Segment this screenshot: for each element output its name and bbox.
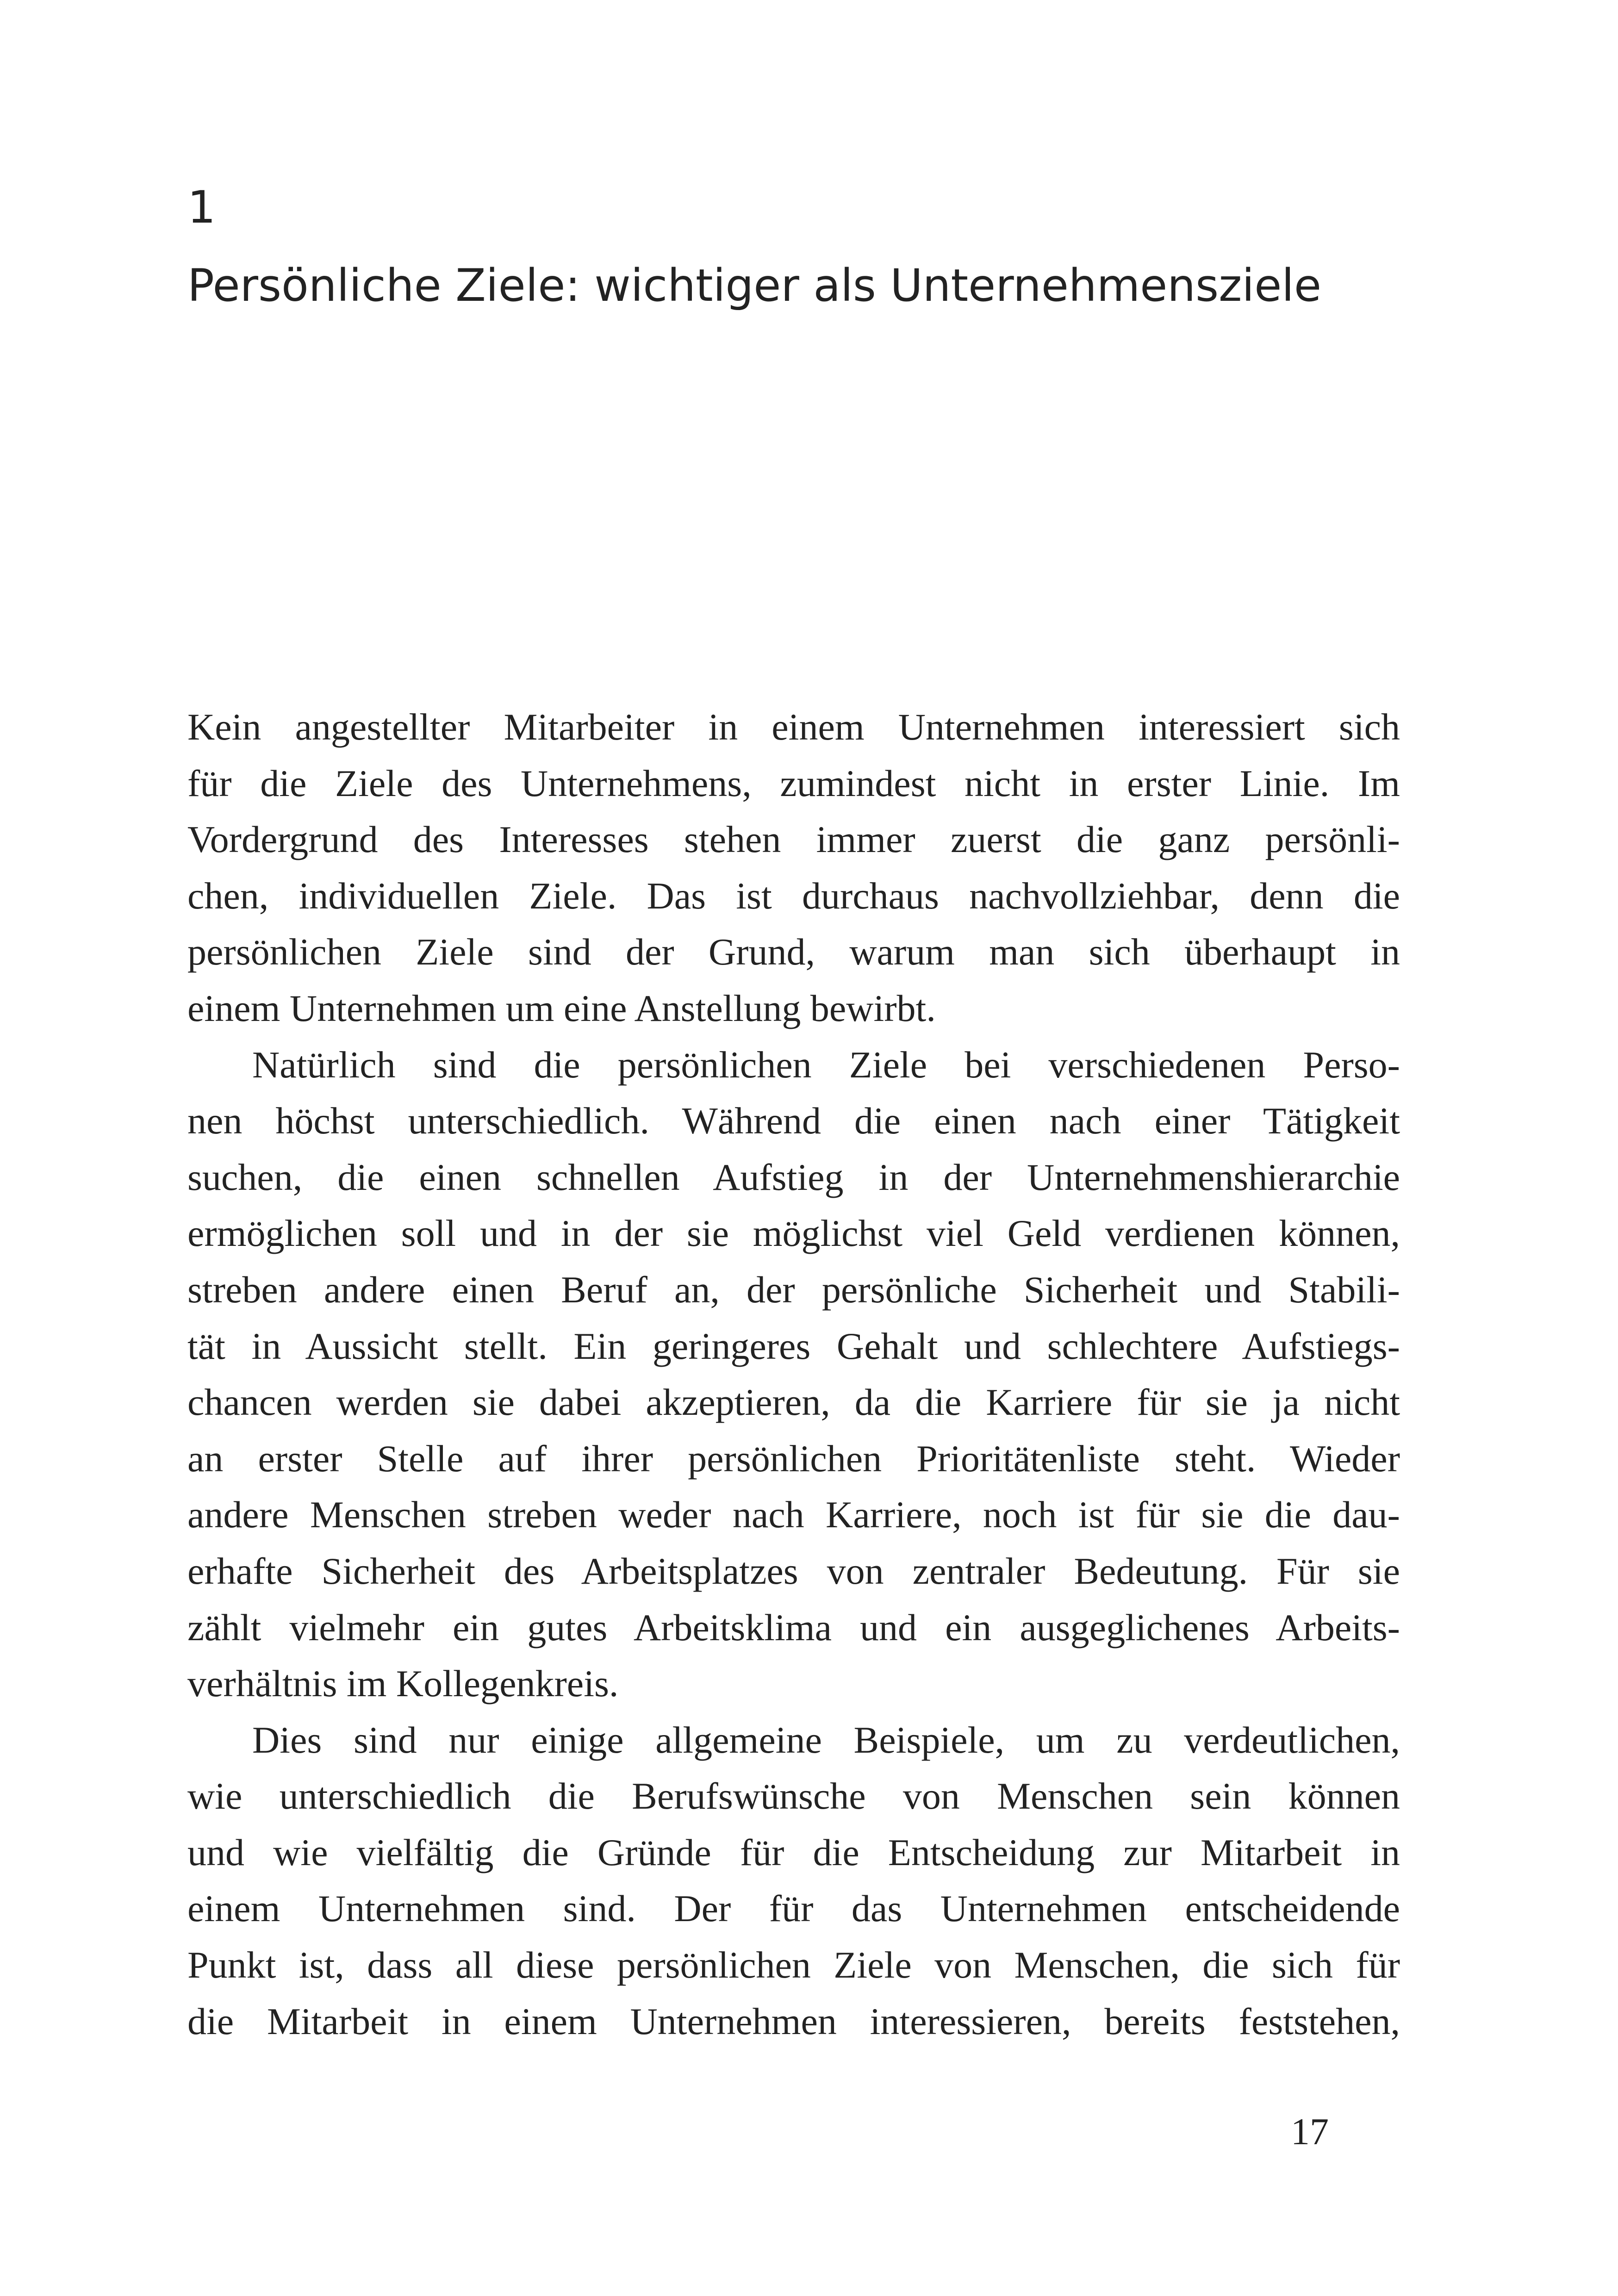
- text-line: streben andere einen Beruf an, der persönliche Sicherheit und Stabili-: [187, 1268, 1400, 1311]
- text-line: zählt vielmehr ein gutes Arbeitsklima und ein ausgeglichenes Arbeits-: [187, 1606, 1400, 1649]
- text-line: Punkt ist, dass all diese persönlichen Ziele von Menschen, die sich für: [187, 1944, 1400, 1986]
- text-line: Dies sind nur einige allgemeine Beispiele, um zu verdeutlichen,: [252, 1718, 1400, 1761]
- text-line: persönlichen Ziele sind der Grund, warum man sich überhaupt in: [187, 931, 1400, 973]
- text-line: chen, individuellen Ziele. Das ist durchaus nachvollziehbar, denn die: [187, 874, 1400, 917]
- text-line: chancen werden sie dabei akzeptieren, da die Karriere für sie ja nicht: [187, 1381, 1400, 1424]
- text-line: verhältnis im Kollegenkreis.: [187, 1662, 619, 1705]
- text-line: Vordergrund des Interesses stehen immer zuerst die ganz persönli-: [187, 818, 1400, 861]
- page-number: 17: [1291, 2110, 1329, 2153]
- text-line: einem Unternehmen sind. Der für das Unternehmen entscheidende: [187, 1887, 1400, 1930]
- text-line: für die Ziele des Unternehmens, zumindest nicht in erster Linie. Im: [187, 762, 1400, 804]
- text-line: suchen, die einen schnellen Aufstieg in der Unternehmenshierarchie: [187, 1156, 1400, 1198]
- text-line: Natürlich sind die persönlichen Ziele bei verschiedenen Perso-: [252, 1043, 1400, 1086]
- text-line: erhafte Sicherheit des Arbeitsplatzes von zentraler Bedeutung. Für sie: [187, 1549, 1400, 1592]
- text-line: wie unterschiedlich die Berufswünsche von Menschen sein können: [187, 1775, 1400, 1817]
- text-line: andere Menschen streben weder nach Karriere, noch ist für sie die dau-: [187, 1493, 1400, 1536]
- text-line: die Mitarbeit in einem Unternehmen interessieren, bereits feststehen,: [187, 2000, 1400, 2042]
- text-line: nen höchst unterschiedlich. Während die einen nach einer Tätigkeit: [187, 1100, 1400, 1142]
- text-line: an erster Stelle auf ihrer persönlichen Prioritätenliste steht. Wieder: [187, 1437, 1400, 1480]
- text-line: tät in Aussicht stellt. Ein geringeres Gehalt und schlechtere Aufstiegs-: [187, 1325, 1400, 1367]
- text-line: ermöglichen soll und in der sie möglichst viel Geld verdienen können,: [187, 1212, 1400, 1255]
- chapter-number: 1: [187, 181, 216, 233]
- text-line: einem Unternehmen um eine Anstellung bewirbt.: [187, 987, 936, 1029]
- chapter-title: Persönliche Ziele: wichtiger als Unternehmensziele: [187, 260, 1322, 311]
- body-text: [187, 699, 1400, 2049]
- text-line: Kein angestellter Mitarbeiter in einem Unternehmen interessiert sich: [187, 706, 1400, 748]
- text-line: und wie vielfältig die Gründe für die Entscheidung zur Mitarbeit in: [187, 1831, 1400, 1873]
